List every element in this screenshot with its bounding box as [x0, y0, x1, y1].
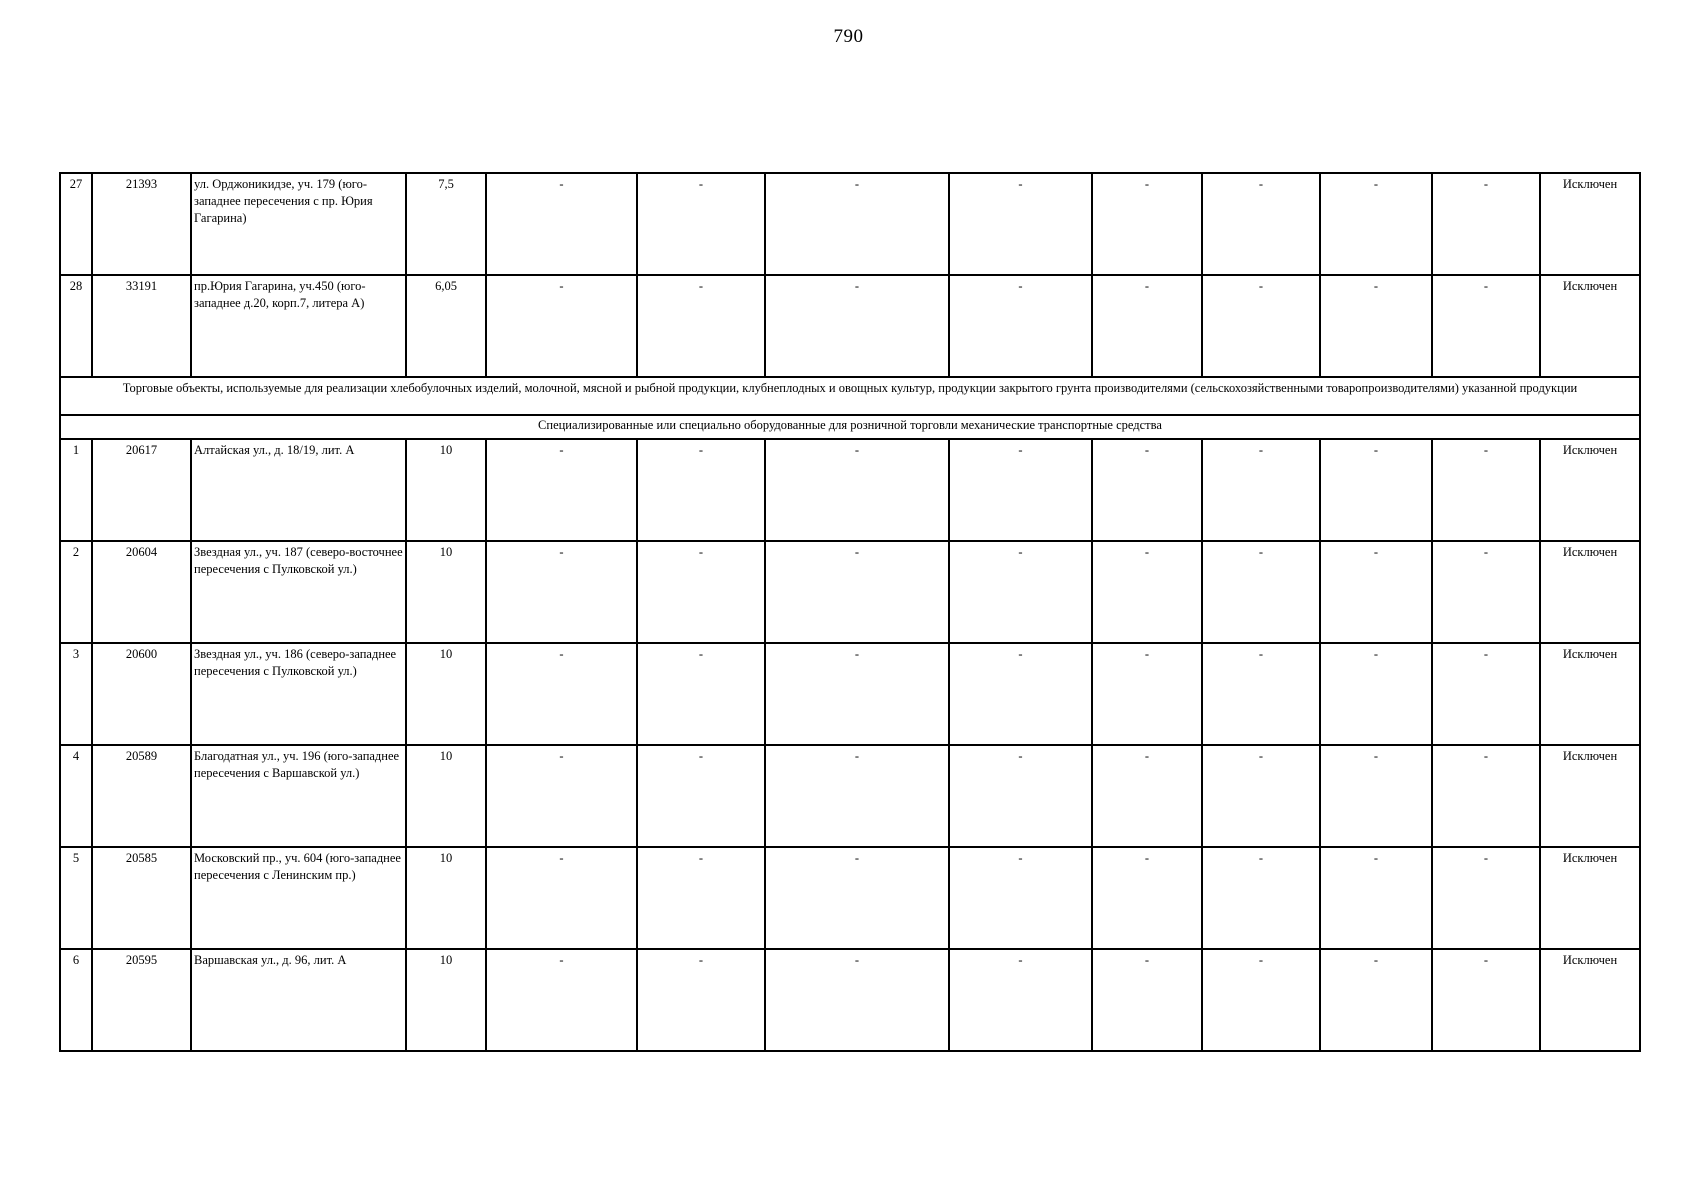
value-cell-7: - — [1320, 949, 1432, 1051]
value-cell-2: - — [637, 643, 765, 745]
value-cell-8: - — [1432, 949, 1540, 1051]
value-cell-2: - — [637, 439, 765, 541]
object-code-cell: 20585 — [92, 847, 191, 949]
value-cell-6: - — [1202, 541, 1320, 643]
value-cell-1: - — [486, 949, 637, 1051]
value-cell-7: - — [1320, 173, 1432, 275]
area-cell: 10 — [406, 439, 486, 541]
value-cell-5: - — [1092, 439, 1202, 541]
row-number-cell: 28 — [60, 275, 92, 377]
section-heading-row — [60, 377, 1640, 415]
object-code-cell: 20600 — [92, 643, 191, 745]
object-code-cell: 21393 — [92, 173, 191, 275]
value-cell-4: - — [949, 847, 1092, 949]
value-cell-4: - — [949, 173, 1092, 275]
value-cell-8: - — [1432, 275, 1540, 377]
value-cell-5: - — [1092, 173, 1202, 275]
row-number-cell: 27 — [60, 173, 92, 275]
value-cell-3: - — [765, 847, 949, 949]
value-cell-3: - — [765, 173, 949, 275]
address-cell: Звездная ул., уч. 187 (северо-восточнее пересечения с Пулковской ул.) — [191, 541, 406, 643]
value-cell-7: - — [1320, 439, 1432, 541]
status-cell: Исключен — [1540, 173, 1640, 275]
value-cell-1: - — [486, 439, 637, 541]
page-number: 790 — [833, 26, 864, 47]
object-code-cell: 20595 — [92, 949, 191, 1051]
value-cell-2: - — [637, 745, 765, 847]
value-cell-5: - — [1092, 541, 1202, 643]
value-cell-8: - — [1432, 745, 1540, 847]
value-cell-7: - — [1320, 275, 1432, 377]
object-code-cell: 20589 — [92, 745, 191, 847]
address-cell: пр.Юрия Гагарина, уч.450 (юго-западнее д.20, корп.7, литера А) — [191, 275, 406, 377]
area-cell: 7,5 — [406, 173, 486, 275]
value-cell-6: - — [1202, 439, 1320, 541]
table-row — [60, 275, 1640, 377]
table-row — [60, 847, 1640, 949]
value-cell-2: - — [637, 541, 765, 643]
object-code-cell: 20617 — [92, 439, 191, 541]
value-cell-3: - — [765, 745, 949, 847]
value-cell-8: - — [1432, 541, 1540, 643]
area-cell: 10 — [406, 847, 486, 949]
address-cell: Благодатная ул., уч. 196 (юго-западнее пересечения с Варшавской ул.) — [191, 745, 406, 847]
area-cell: 6,05 — [406, 275, 486, 377]
value-cell-8: - — [1432, 439, 1540, 541]
area-cell: 10 — [406, 745, 486, 847]
value-cell-4: - — [949, 541, 1092, 643]
value-cell-4: - — [949, 643, 1092, 745]
row-number-cell: 1 — [60, 439, 92, 541]
status-cell: Исключен — [1540, 949, 1640, 1051]
value-cell-5: - — [1092, 643, 1202, 745]
value-cell-4: - — [949, 275, 1092, 377]
value-cell-5: - — [1092, 847, 1202, 949]
registry-body — [60, 173, 1640, 1051]
table-row — [60, 643, 1640, 745]
value-cell-3: - — [765, 275, 949, 377]
value-cell-1: - — [486, 173, 637, 275]
value-cell-8: - — [1432, 643, 1540, 745]
status-cell: Исключен — [1540, 541, 1640, 643]
address-cell: Московский пр., уч. 604 (юго-западнее пересечения с Ленинским пр.) — [191, 847, 406, 949]
area-cell: 10 — [406, 643, 486, 745]
value-cell-7: - — [1320, 847, 1432, 949]
value-cell-1: - — [486, 745, 637, 847]
row-number-cell: 4 — [60, 745, 92, 847]
value-cell-7: - — [1320, 541, 1432, 643]
value-cell-3: - — [765, 643, 949, 745]
value-cell-1: - — [486, 847, 637, 949]
value-cell-5: - — [1092, 275, 1202, 377]
value-cell-6: - — [1202, 949, 1320, 1051]
value-cell-2: - — [637, 275, 765, 377]
value-cell-3: - — [765, 439, 949, 541]
section-heading: Торговые объекты, используемые для реализации хлебобулочных изделий, молочной, мясной и рыбной продукции, клубнеплодных и овощных культур, продукции закрытого грунта производителями (сельскохозяйственными товаропроизводителями) указанной продукции — [60, 377, 1640, 415]
value-cell-2: - — [637, 847, 765, 949]
value-cell-2: - — [637, 173, 765, 275]
row-number-cell: 6 — [60, 949, 92, 1051]
area-cell: 10 — [406, 949, 486, 1051]
value-cell-5: - — [1092, 745, 1202, 847]
area-cell: 10 — [406, 541, 486, 643]
status-cell: Исключен — [1540, 745, 1640, 847]
value-cell-8: - — [1432, 173, 1540, 275]
value-cell-1: - — [486, 275, 637, 377]
row-number-cell: 2 — [60, 541, 92, 643]
table-row — [60, 745, 1640, 847]
value-cell-4: - — [949, 949, 1092, 1051]
address-cell: ул. Орджоникидзе, уч. 179 (юго-западнее пересечения с пр. Юрия Гагарина) — [191, 173, 406, 275]
table-row — [60, 173, 1640, 275]
address-cell: Звездная ул., уч. 186 (северо-западнее пересечения с Пулковской ул.) — [191, 643, 406, 745]
address-cell: Варшавская ул., д. 96, лит. А — [191, 949, 406, 1051]
row-number-cell: 3 — [60, 643, 92, 745]
status-cell: Исключен — [1540, 643, 1640, 745]
value-cell-1: - — [486, 643, 637, 745]
table-row — [60, 541, 1640, 643]
value-cell-4: - — [949, 439, 1092, 541]
registry-table — [59, 172, 1641, 1052]
value-cell-6: - — [1202, 643, 1320, 745]
row-number-cell: 5 — [60, 847, 92, 949]
object-code-cell: 33191 — [92, 275, 191, 377]
table-row — [60, 949, 1640, 1051]
value-cell-6: - — [1202, 847, 1320, 949]
object-code-cell: 20604 — [92, 541, 191, 643]
value-cell-7: - — [1320, 643, 1432, 745]
value-cell-6: - — [1202, 173, 1320, 275]
status-cell: Исключен — [1540, 847, 1640, 949]
value-cell-8: - — [1432, 847, 1540, 949]
address-cell: Алтайская ул., д. 18/19, лит. А — [191, 439, 406, 541]
value-cell-3: - — [765, 949, 949, 1051]
section-heading: Специализированные или специально оборудованные для розничной торговли механические транспортные средства — [60, 415, 1640, 439]
table-row — [60, 439, 1640, 541]
value-cell-5: - — [1092, 949, 1202, 1051]
value-cell-2: - — [637, 949, 765, 1051]
value-cell-6: - — [1202, 275, 1320, 377]
value-cell-7: - — [1320, 745, 1432, 847]
status-cell: Исключен — [1540, 275, 1640, 377]
value-cell-1: - — [486, 541, 637, 643]
value-cell-3: - — [765, 541, 949, 643]
value-cell-6: - — [1202, 745, 1320, 847]
section-heading-row — [60, 415, 1640, 439]
value-cell-4: - — [949, 745, 1092, 847]
status-cell: Исключен — [1540, 439, 1640, 541]
